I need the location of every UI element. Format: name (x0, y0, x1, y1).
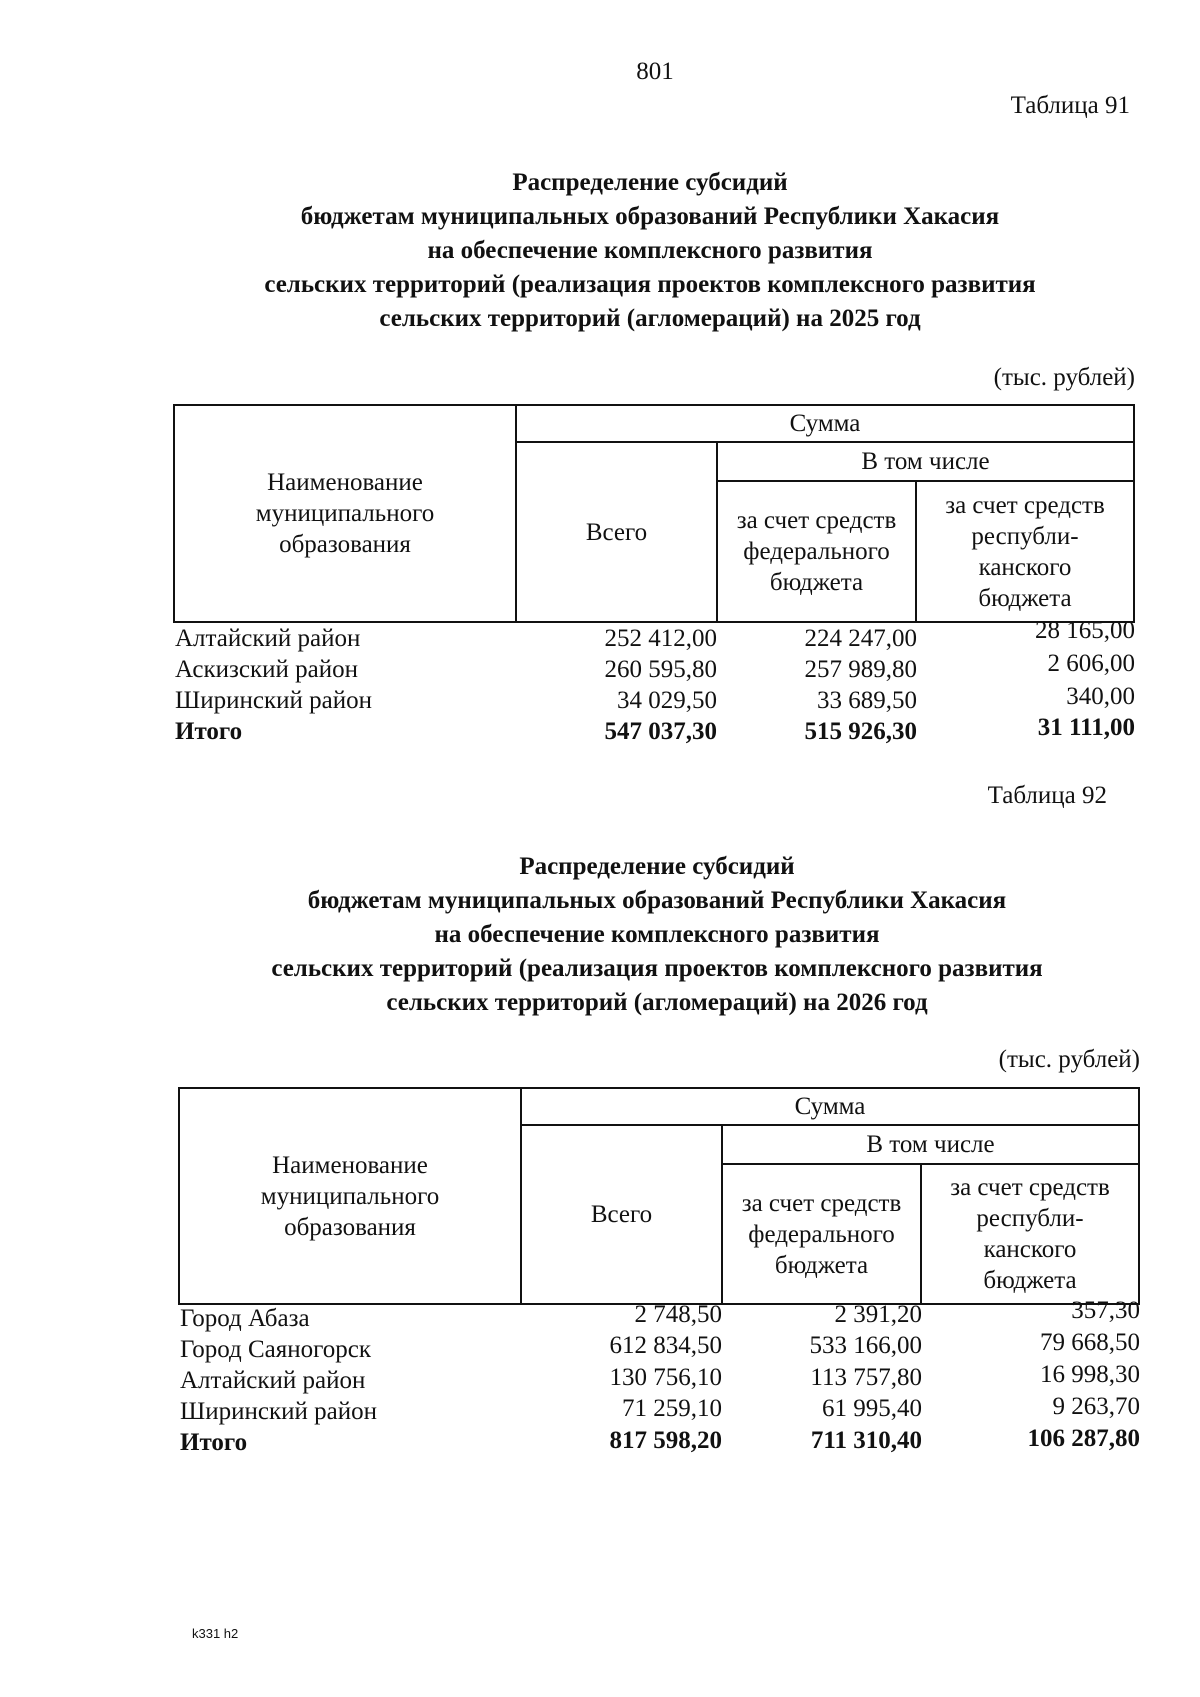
table-91-title: Распределение субсидий бюджетам муниципальных образований Республики Хакасия на обеспечение комплексного развития сельских территорий (реализация проектов комплексного развития сельских территорий (агломераций) на 2025 год (264, 169, 1036, 332)
table-row (180, 1329, 1140, 1367)
republic-column-header: за счет средств республи- канского бюджета (916, 481, 1134, 622)
row-total: 34 029,50 (617, 687, 717, 714)
row-republic: 28 165,00 (1035, 617, 1135, 644)
row-name: Алтайский район (180, 1367, 366, 1394)
row-name: Алтайский район (175, 625, 361, 652)
row-republic: 106 287,80 (1027, 1425, 1140, 1452)
row-total: 547 037,30 (604, 718, 717, 745)
table-row (180, 1361, 1140, 1398)
row-name: Ширинский район (175, 687, 372, 714)
total-column-header: Всего (516, 442, 717, 622)
table-row (175, 617, 1135, 656)
federal-column-header: за счет средств федерального бюджета (717, 481, 916, 622)
table-row (175, 650, 1135, 687)
row-republic: 31 111,00 (1037, 714, 1135, 741)
row-federal: 61 995,40 (822, 1395, 922, 1422)
federal-column-header: за счет средств федерального бюджета (722, 1164, 921, 1304)
row-federal: 711 310,40 (810, 1427, 922, 1454)
row-name: Итого (175, 718, 243, 745)
table-91-units: (тыс. рублей) (993, 364, 1135, 391)
table-92-label: Таблица 92 (987, 782, 1107, 809)
row-federal: 33 689,50 (817, 687, 917, 714)
row-total: 71 259,10 (622, 1395, 722, 1422)
table-91-header (173, 404, 1135, 623)
row-republic: 16 998,30 (1040, 1361, 1140, 1388)
total-row (175, 714, 1135, 749)
row-federal: 113 757,80 (810, 1364, 922, 1391)
row-federal: 224 247,00 (804, 625, 917, 652)
sum-header: Сумма (516, 405, 1134, 442)
row-total: 612 834,50 (609, 1332, 722, 1359)
row-republic: 79 668,50 (1040, 1329, 1140, 1356)
row-republic: 357,30 (1071, 1297, 1140, 1324)
row-total: 817 598,20 (609, 1427, 722, 1454)
row-total: 252 412,00 (604, 625, 717, 652)
including-header: В том числе (722, 1125, 1139, 1164)
including-header: В том числе (717, 442, 1134, 481)
page-number: 801 (636, 58, 674, 85)
row-total: 260 595,80 (604, 656, 717, 683)
row-name: Ширинский район (180, 1398, 377, 1425)
table-92-units: (тыс. рублей) (998, 1046, 1140, 1073)
table-92-header (178, 1087, 1140, 1305)
sum-header: Сумма (521, 1088, 1139, 1125)
row-federal: 257 989,80 (804, 656, 917, 683)
footer-code: k331 h2 (192, 1626, 239, 1641)
table-row (180, 1393, 1140, 1429)
total-column-header: Всего (521, 1125, 722, 1304)
row-republic: 9 263,70 (1052, 1393, 1140, 1420)
name-column-header: Наименование муниципального образования (174, 405, 516, 622)
name-column-header: Наименование муниципального образования (179, 1088, 521, 1304)
republic-column-header: за счет средств республи- канского бюджета (921, 1164, 1139, 1304)
total-row (180, 1425, 1140, 1460)
row-federal: 2 391,20 (834, 1301, 922, 1328)
row-republic: 2 606,00 (1047, 650, 1135, 677)
row-federal: 533 166,00 (809, 1332, 922, 1359)
row-name: Аскизский район (175, 656, 359, 683)
table-row (175, 683, 1135, 718)
table-91-body (175, 617, 1135, 749)
row-total: 2 748,50 (634, 1301, 722, 1328)
table-92-body (180, 1297, 1140, 1460)
table-91-label: Таблица 91 (1010, 92, 1130, 119)
row-name: Итого (180, 1429, 248, 1456)
table-92-title: Распределение субсидий бюджетам муниципальных образований Республики Хакасия на обеспечение комплексного развития сельских территорий (реализация проектов комплексного развития сельских территорий (агломераций) на 2026 год (271, 853, 1043, 1016)
row-name: Город Абаза (180, 1305, 310, 1332)
row-name: Город Саяногорск (180, 1336, 372, 1363)
row-federal: 515 926,30 (804, 718, 917, 745)
row-republic: 340,00 (1066, 683, 1135, 710)
row-total: 130 756,10 (609, 1364, 722, 1391)
